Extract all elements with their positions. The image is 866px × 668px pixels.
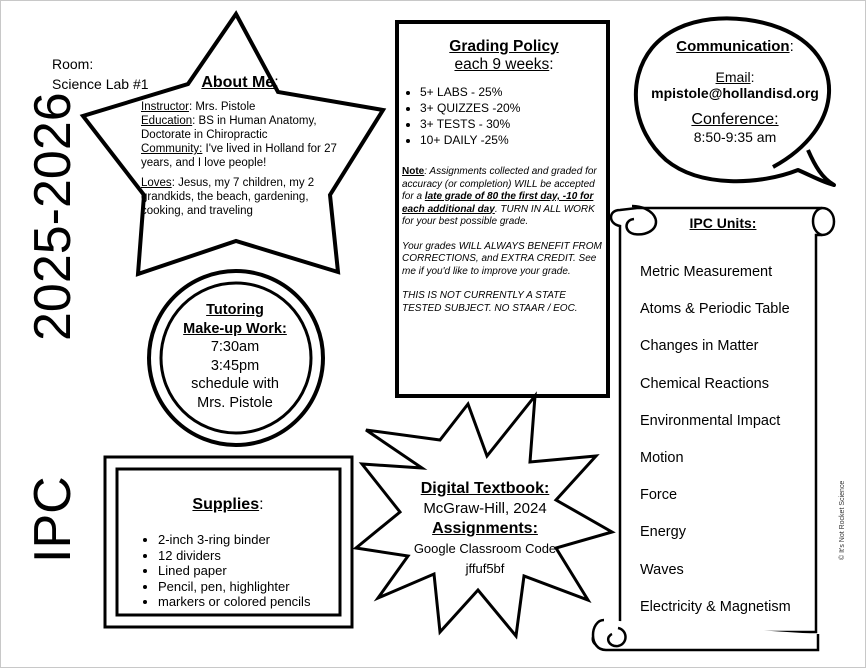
about-me-title-colon: : bbox=[274, 74, 279, 91]
ipc-units-list bbox=[640, 264, 820, 636]
note-label: Note bbox=[402, 166, 425, 177]
education-value: : BS in Human Anatomy, Doctorate in Chiropractic bbox=[141, 115, 317, 141]
email-label: Email bbox=[715, 69, 751, 85]
supplies-heading bbox=[118, 496, 338, 514]
loves-label: Loves bbox=[141, 177, 172, 189]
unit-item: Electricity & Magnetism bbox=[640, 598, 791, 615]
supply-item: • 12 dividers bbox=[158, 548, 338, 564]
supply-item: • Pencil, pen, highlighter bbox=[158, 579, 338, 595]
tutoring-section bbox=[160, 301, 310, 412]
grading-item: • 10+ DAILY -25% bbox=[420, 132, 606, 148]
grading-note bbox=[402, 166, 606, 229]
tutoring-title: Tutoring bbox=[206, 302, 264, 318]
grading-state-note: THIS IS NOT CURRENTLY A STATE TESTED SUBJECT. NO STAAR / EOC. bbox=[402, 290, 578, 314]
room-value: Science Lab #1 bbox=[52, 76, 149, 92]
email-heading bbox=[640, 69, 830, 85]
grading-subtitle: each 9 weeks bbox=[454, 56, 550, 73]
textbook-section bbox=[390, 479, 580, 579]
textbook-title: Digital Textbook: bbox=[420, 480, 550, 497]
unit-item: Metric Measurement bbox=[640, 264, 773, 280]
grading-item: • 5+ LABS - 25% bbox=[420, 84, 606, 100]
about-me-title: About Me bbox=[201, 74, 275, 91]
grading-policy bbox=[402, 38, 606, 315]
community-line bbox=[141, 142, 341, 170]
grading-list bbox=[402, 84, 606, 148]
loves-value: : Jesus, my 7 children, my 2 grandkids, the beach, gardening, cooking, and traveling bbox=[141, 177, 315, 217]
unit-item: Chemical Reactions bbox=[640, 375, 769, 392]
community-value: I've lived in Holland for 27 years, and I love people! bbox=[141, 143, 337, 169]
about-me-heading bbox=[160, 74, 320, 92]
communication-title: Communication bbox=[676, 38, 790, 55]
community-label: Community: bbox=[141, 143, 203, 155]
grading-subtitle-line bbox=[402, 56, 606, 74]
grading-subtitle-colon: : bbox=[549, 56, 554, 73]
course-name: IPC bbox=[24, 476, 82, 563]
loves-line bbox=[141, 176, 341, 218]
education-line bbox=[141, 114, 341, 142]
tutoring-line: Mrs. Pistole bbox=[197, 394, 273, 411]
copyright-text: © It's Not Rocket Science bbox=[839, 480, 846, 560]
supplies-title: Supplies bbox=[192, 496, 260, 513]
school-year: 2025-2026 bbox=[24, 92, 82, 341]
tutoring-line: schedule with bbox=[191, 376, 279, 392]
unit-item: Energy bbox=[640, 524, 686, 541]
instructor-line bbox=[141, 100, 341, 114]
grading-item: • 3+ TESTS - 30% bbox=[420, 116, 606, 132]
supplies-section bbox=[128, 496, 338, 610]
room-label: Room: bbox=[52, 56, 94, 72]
room-info bbox=[52, 54, 149, 94]
ipc-units-title: IPC Units: bbox=[689, 215, 757, 231]
conference-label: Conference: bbox=[691, 111, 779, 128]
classroom-label: Google Classroom Code bbox=[413, 541, 557, 556]
about-me-body bbox=[141, 100, 341, 218]
email-colon: : bbox=[750, 69, 755, 85]
grading-item: • 3+ QUIZZES -20% bbox=[420, 100, 606, 116]
unit-item: Motion bbox=[640, 449, 684, 466]
note-late-policy: late grade of 80 the first day, -10 for each additional day bbox=[402, 191, 594, 215]
instructor-value: : Mrs. Pistole bbox=[188, 101, 256, 113]
tutoring-line: 3:45pm bbox=[210, 357, 260, 374]
makeup-work-title: Make-up Work: bbox=[183, 320, 287, 337]
education-label: Education bbox=[141, 115, 193, 127]
unit-item: Changes in Matter bbox=[640, 338, 759, 355]
unit-item: Atoms & Periodic Table bbox=[640, 301, 790, 318]
supply-item: • 2-inch 3-ring binder bbox=[158, 532, 338, 548]
unit-item: Waves bbox=[640, 561, 684, 578]
instructor-label: Instructor bbox=[141, 101, 189, 113]
supplies-colon: : bbox=[259, 496, 264, 513]
supply-item: • Lined paper bbox=[158, 563, 338, 579]
communication-colon: : bbox=[789, 38, 794, 55]
grading-corrections: Your grades WILL ALWAYS BENEFIT FROM CORRECTIONS, and EXTRA CREDIT. See me if you'd like to improve your grade. bbox=[402, 240, 602, 277]
grading-title: Grading Policy bbox=[449, 38, 559, 55]
email-address[interactable]: mpistole@hollandisd.org bbox=[651, 85, 819, 101]
communication-heading bbox=[640, 38, 830, 55]
note-text-2: . TURN IN ALL WORK for your best possible grade. bbox=[402, 203, 595, 227]
conference-time: 8:50-9:35 am bbox=[693, 129, 777, 145]
textbook-publisher: McGraw-Hill, 2024 bbox=[423, 500, 547, 517]
note-text-1: : Assignments collected and graded for accuracy (or completion) WILL be accepted for a bbox=[402, 166, 597, 202]
supply-item: • markers or colored pencils bbox=[158, 594, 338, 610]
communication-section bbox=[640, 38, 830, 145]
unit-item: Force bbox=[640, 487, 678, 504]
unit-item: Environmental Impact bbox=[640, 412, 781, 429]
assignments-title: Assignments: bbox=[432, 520, 538, 537]
classroom-code: jffuf5bf bbox=[465, 561, 505, 576]
tutoring-line: 7:30am bbox=[210, 339, 260, 355]
supplies-list bbox=[128, 532, 338, 610]
